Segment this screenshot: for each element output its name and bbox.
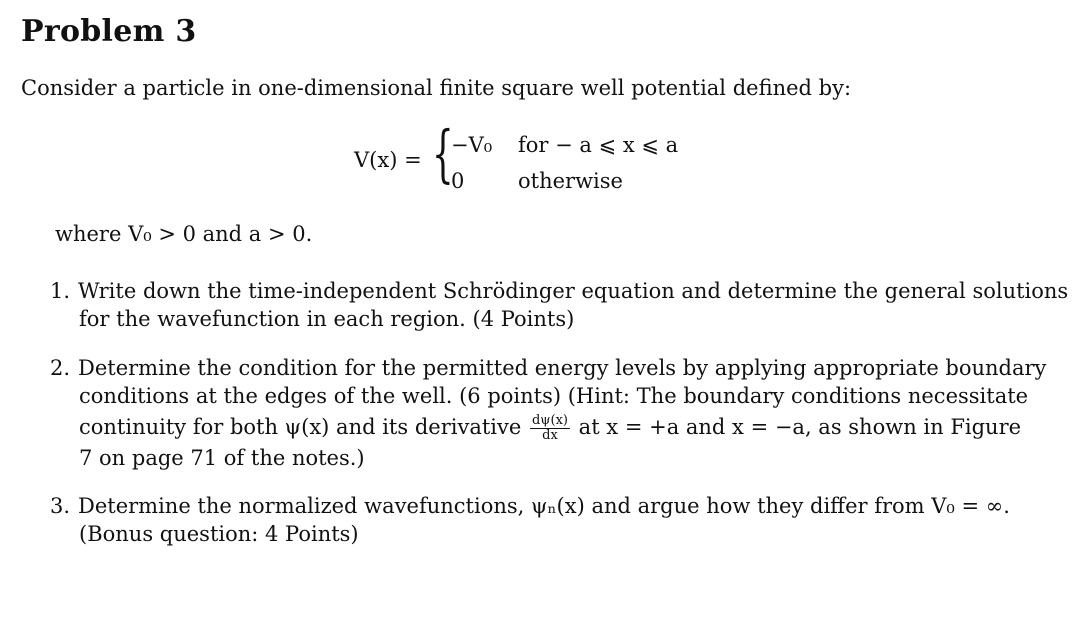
item-text-line: Write down the time-independent Schrödinger equation and determine the general solutions [78, 279, 1069, 303]
item-text-line: for the wavefunction in each region. (4 Points) [79, 307, 575, 331]
where-clause: where V₀ > 0 and a > 0. [55, 222, 313, 246]
case-value-2: 0 [451, 169, 465, 193]
item-text-line: Determine the condition for the permitted energy levels by applying appropriate boundary [78, 356, 1047, 380]
equation-lhs: V(x) = [354, 148, 422, 172]
item-text-line: at x = +a and x = −a, as shown in Figure [578, 415, 1022, 439]
item-text-line: (Bonus question: 4 Points) [79, 522, 359, 546]
case-condition-2: otherwise [518, 169, 623, 193]
item-text-line: continuity for both ψ(x) and its derivative [79, 415, 522, 439]
list-item-3 [50, 492, 1010, 548]
list-item-1 [50, 277, 1068, 333]
item-text-line: conditions at the edges of the well. (6 points) (Hint: The boundary conditions necessitate [79, 384, 1029, 408]
item-number: 3. [50, 494, 71, 518]
cases-brace: { [432, 117, 454, 190]
item-number: 1. [50, 279, 71, 303]
item-text-line: Determine the normalized wavefunctions, ψₙ(x) and argue how they differ from V₀ = ∞. [78, 494, 1010, 518]
problem-title: Problem 3 [21, 14, 197, 49]
case-value-1: −V₀ [451, 133, 493, 157]
case-condition-1: for − a ⩽ x ⩽ a [518, 133, 679, 157]
item-number: 2. [50, 356, 71, 380]
fraction-denominator: dx [542, 428, 558, 443]
intro-text: Consider a particle in one-dimensional finite square well potential defined by: [21, 76, 852, 100]
fraction-numerator: dψ(x) [531, 413, 568, 428]
list-item-2 [50, 354, 1046, 472]
derivative-fraction [530, 414, 570, 443]
item-text-line: 7 on page 71 of the notes.) [79, 446, 365, 470]
